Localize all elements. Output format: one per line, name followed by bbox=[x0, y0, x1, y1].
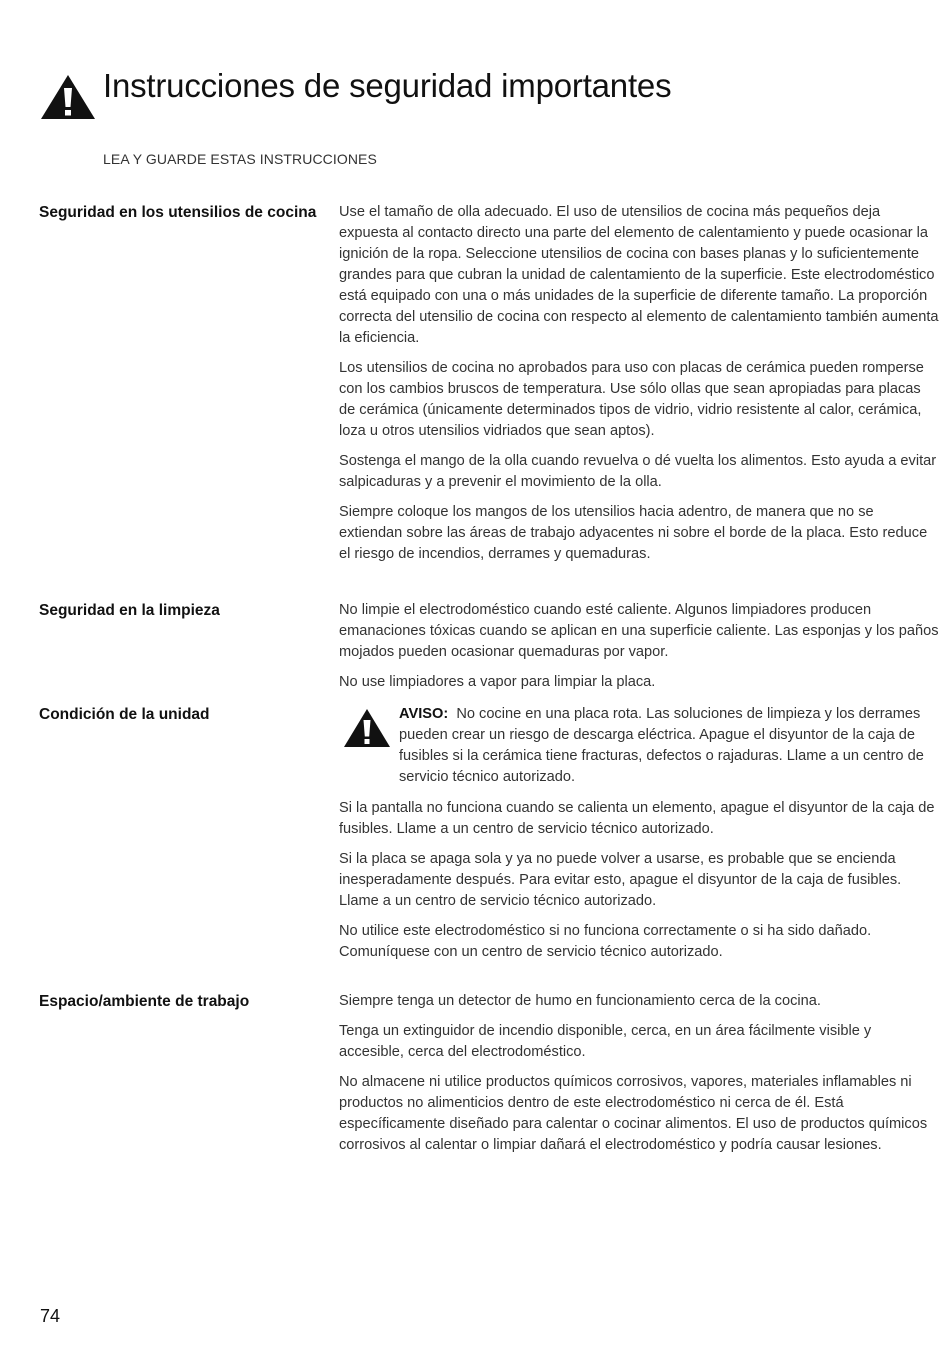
paragraph: Los utensilios de cocina no aprobados para uso con placas de cerámica pueden romperse con los cambios bruscos de temperatura. Use sólo ollas que sean apropiadas para placas de cerámica (únicamente determinados tipos de vidrio, vidrio resistente al calor, cerámica, loza u otros utensilios vidriados que sean aptos). bbox=[339, 360, 924, 439]
aviso-label: AVISO: bbox=[399, 706, 449, 722]
aviso-notice bbox=[339, 704, 939, 788]
section-label-workspace: Espacio/ambiente de trabajo bbox=[39, 993, 250, 1010]
section-body-workspace bbox=[339, 991, 939, 1165]
page-subtitle: LEA Y GUARDE ESTAS INSTRUCCIONES bbox=[103, 151, 377, 167]
paragraph: No utilice este electrodoméstico si no funciona correctamente o si ha sido dañado. Comuníquese con un centro de servicio técnico autorizado. bbox=[339, 923, 872, 960]
warning-triangle-icon bbox=[343, 708, 391, 748]
paragraph: No limpie el electrodoméstico cuando esté caliente. Algunos limpiadores producen emanaciones tóxicas cuando se aplican en una superficie caliente. Las esponjas y los paños mojados pueden ocasionar quemaduras por vapor. bbox=[339, 602, 939, 660]
aviso-text: No cocine en una placa rota. Las soluciones de limpieza y los derrames pueden crear un riesgo de descarga eléctrica. Apague el disyuntor de la caja de fusibles si la cerámica tiene fracturas, defectos o rajaduras. Llame a un centro de servicio técnico autorizado. bbox=[399, 706, 924, 785]
paragraph: Si la placa se apaga sola y ya no puede volver a usarse, es probable que se encienda inesperadamente después. Para evitar esto, apague el disyuntor de la caja de fusibles. Llame a un centro de servicio técnico autorizado. bbox=[339, 851, 902, 909]
section-label-cookware: Seguridad en los utensilios de cocina bbox=[39, 204, 317, 221]
paragraph: Tenga un extinguidor de incendio disponible, cerca, en un área fácilmente visible y accesible, cerca del electrodoméstico. bbox=[339, 1023, 872, 1060]
paragraph: Siempre tenga un detector de humo en funcionamiento cerca de la cocina. bbox=[339, 993, 821, 1009]
section-body-cookware bbox=[339, 202, 939, 574]
paragraph: No use limpiadores a vapor para limpiar la placa. bbox=[339, 674, 656, 690]
paragraph: Si la pantalla no funciona cuando se calienta un elemento, apague el disyuntor de la caja de fusibles. Llame a un centro de servicio técnico autorizado. bbox=[339, 800, 935, 837]
section-body-cleaning bbox=[339, 600, 939, 702]
section-label-condition: Condición de la unidad bbox=[39, 706, 210, 723]
page-number: 74 bbox=[40, 1306, 61, 1326]
warning-triangle-icon bbox=[40, 74, 96, 120]
section-label-cleaning: Seguridad en la limpieza bbox=[39, 602, 220, 619]
paragraph: No almacene ni utilice productos químicos corrosivos, vapores, materiales inflamables ni productos no alimenticios dentro de este electrodoméstico ni cerca de él. Está específicamente diseñado para calentar o cocinar alimentos. El uso de productos químicos corrosivos al calentar o limpiar dañará el electrodoméstico y podría causar lesiones. bbox=[339, 1074, 928, 1153]
section-body-condition bbox=[339, 704, 939, 972]
page-title: Instrucciones de seguridad importantes bbox=[103, 67, 672, 104]
paragraph: Siempre coloque los mangos de los utensilios hacia adentro, de manera que no se extiendan sobre las áreas de trabajo adyacentes ni sobre el borde de la placa. Esto reduce el riesgo de incendios, derrames y quemaduras. bbox=[339, 504, 928, 562]
paragraph: Sostenga el mango de la olla cuando revuelva o dé vuelta los alimentos. Esto ayuda a evitar salpicaduras y a prevenir el movimiento de la olla. bbox=[339, 453, 937, 490]
paragraph: Use el tamaño de olla adecuado. El uso de utensilios de cocina más pequeños deja expuesta al contacto directo una parte del elemento de calentamiento y puede ocasionar la ignición de la ropa. Seleccione utensilios de cocina con bases planas y lo suficientemente grandes para que cubran la unidad de calentamiento de la superficie. Este electrodoméstico está equipado con una o más unidades de la superficie de diferente tamaño. La proporción correcta del utensilio de cocina con respecto al elemento de calentamiento también aumenta la eficiencia. bbox=[339, 204, 939, 346]
